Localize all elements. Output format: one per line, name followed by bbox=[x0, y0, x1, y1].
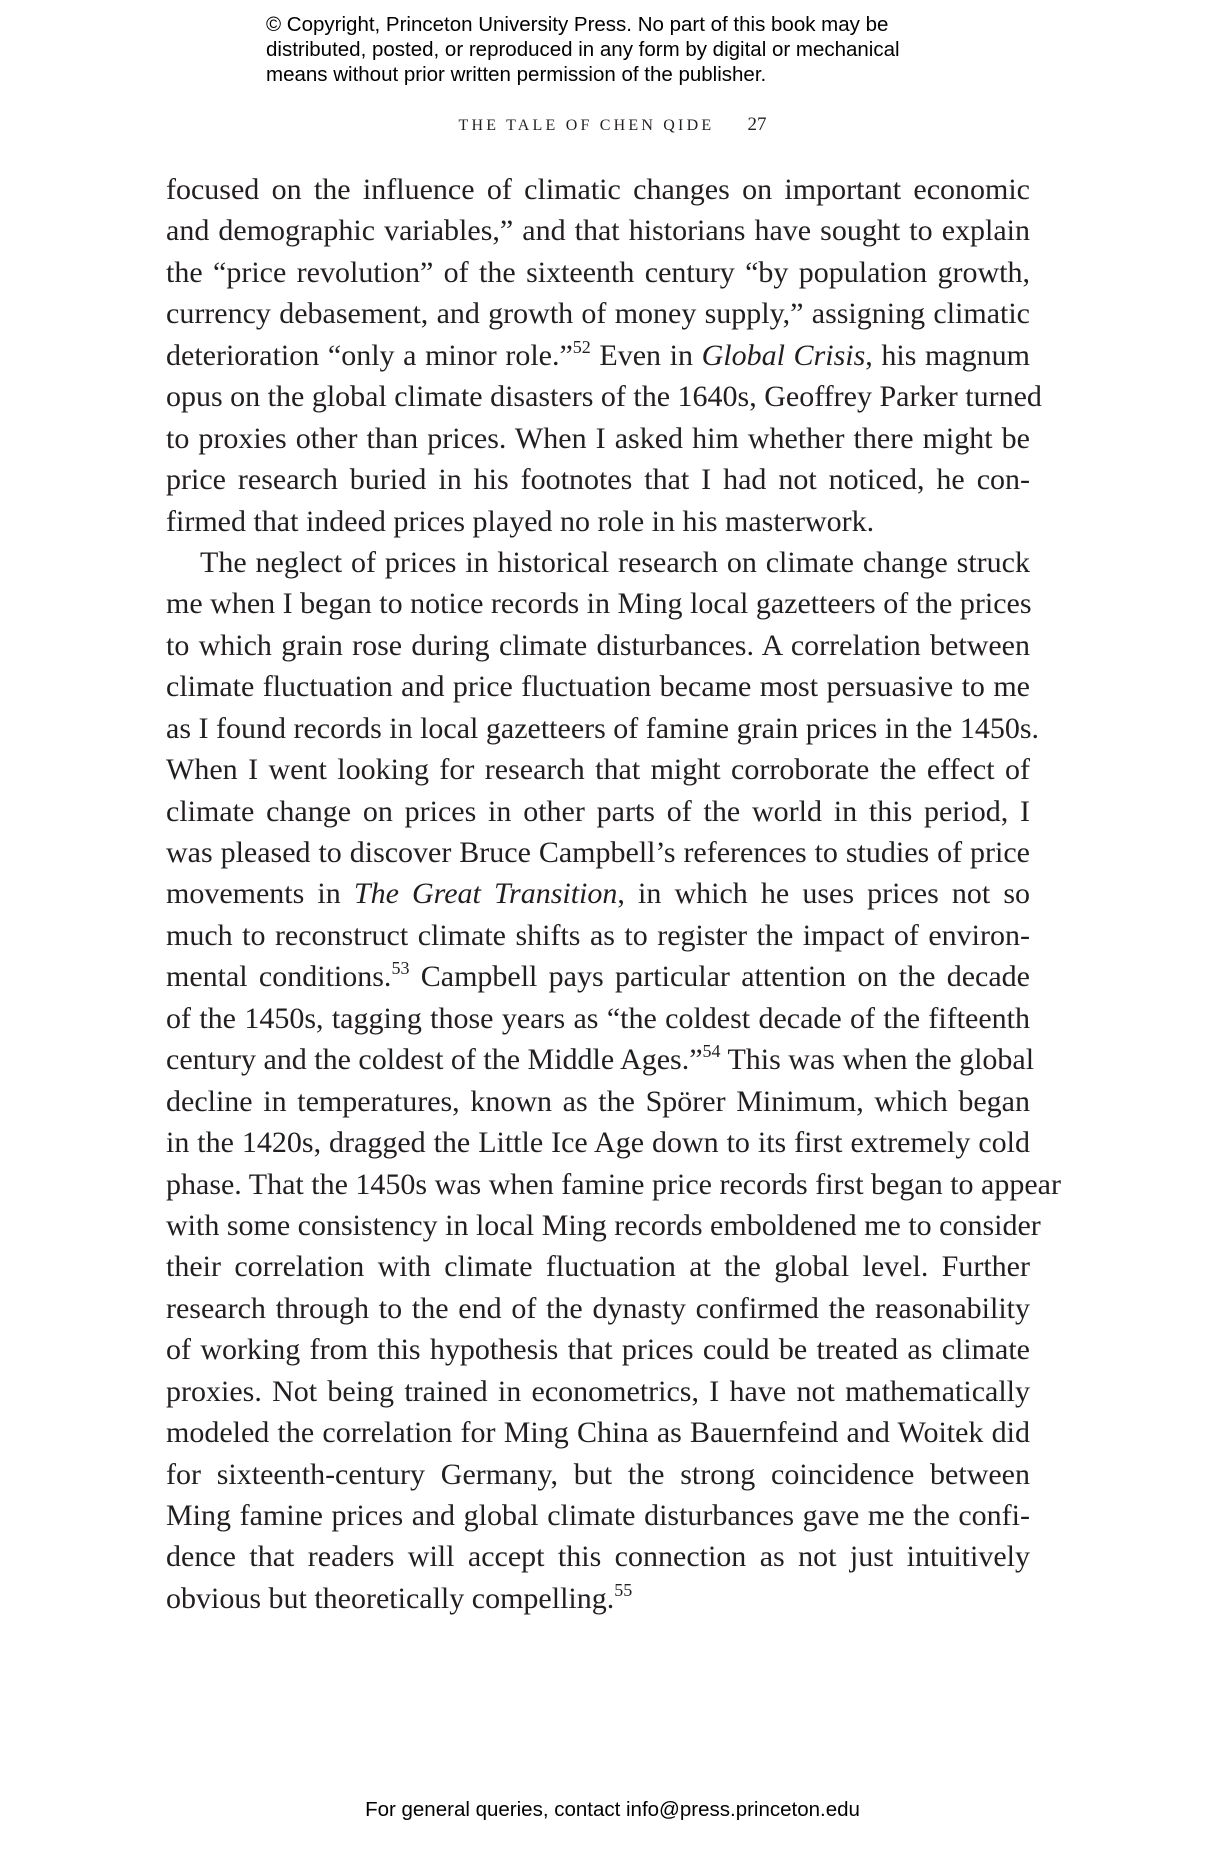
footer-contact: For general queries, contact info@press.princeton.edu bbox=[365, 1798, 860, 1821]
running-head-title: THE TALE OF CHEN QIDE bbox=[458, 117, 715, 134]
text-line: to proxies other than prices. When I asked him whether there might be bbox=[166, 421, 1030, 455]
text-line: When I went looking for research that might corroborate the effect of bbox=[166, 753, 1030, 787]
text-line: with some consistency in local Ming records emboldened me to consider bbox=[166, 1208, 1041, 1242]
text-line: me when I began to notice records in Ming local gazetteers of the prices bbox=[166, 587, 1032, 621]
book-title: Global Crisis bbox=[701, 338, 866, 372]
text-line: firmed that indeed prices played no role in his masterwork. bbox=[166, 504, 875, 538]
footnote-ref-53: 53 bbox=[391, 958, 410, 979]
text-line: the “price revolution” of the sixteenth century “by population growth, bbox=[166, 255, 1030, 289]
text-line: mental conditions.$^{53}$ Campbell pays particular attention on the decade bbox=[166, 958, 1030, 994]
text-line: proxies. Not being trained in econometrics, I have not mathematically bbox=[166, 1374, 1030, 1408]
text-line: and demographic variables,” and that historians have sought to explain bbox=[166, 214, 1030, 248]
text-line: of the 1450s, tagging those years as “the coldest decade of the fifteenth bbox=[166, 1001, 1030, 1035]
footnote-ref-52: 52 bbox=[572, 336, 591, 357]
text-line: dence that readers will accept this connection as not just intuitively bbox=[166, 1540, 1030, 1574]
copyright-line: © Copyright, Princeton University Press. No part of this book may be bbox=[266, 13, 889, 36]
text-line-paragraph-start: The neglect of prices in historical research on climate change struck bbox=[200, 545, 1030, 579]
copyright-notice bbox=[266, 12, 1026, 87]
copyright-line: means without prior written permission of the publisher. bbox=[266, 63, 767, 86]
text-line: as I found records in local gazetteers of famine grain prices in the 1450s. bbox=[166, 711, 1040, 745]
text-line: deterioration “only a minor role.”$^{52}$ Even in Global Crisis, his magnum bbox=[166, 336, 1030, 372]
text-line: climate change on prices in other parts of the world in this period, I bbox=[166, 794, 1030, 828]
copyright-line: distributed, posted, or reproduced in any form by digital or mechanical bbox=[266, 38, 900, 61]
text-line: currency debasement, and growth of money supply,” assigning climatic bbox=[166, 297, 1030, 331]
text-line: research through to the end of the dynasty confirmed the reasonability bbox=[166, 1291, 1030, 1325]
text-line: century and the coldest of the Middle Ages.”$^{54}$ This was when the global bbox=[166, 1041, 1035, 1077]
footnote-ref-54: 54 bbox=[702, 1041, 721, 1062]
text-line: their correlation with climate fluctuation at the global level. Further bbox=[166, 1250, 1030, 1284]
book-title: The Great Transition bbox=[353, 877, 618, 911]
page-number: 27 bbox=[747, 114, 767, 135]
text-line: in the 1420s, dragged the Little Ice Age down to its first extremely cold bbox=[166, 1126, 1030, 1160]
text-line: much to reconstruct climate shifts as to register the impact of environ- bbox=[166, 918, 1030, 952]
body-text bbox=[166, 169, 1061, 1619]
text-line: focused on the influence of climatic changes on important economic bbox=[166, 173, 1030, 206]
text-line: was pleased to discover Bruce Campbell’s references to studies of price bbox=[166, 836, 1030, 869]
text-line: climate fluctuation and price fluctuation became most persuasive to me bbox=[166, 670, 1030, 704]
text-line: price research buried in his footnotes that I had not noticed, he con- bbox=[166, 463, 1030, 497]
text-line: obvious but theoretically compelling.$^{55}$ bbox=[166, 1579, 633, 1615]
text-line: to which grain rose during climate disturbances. A correlation between bbox=[166, 628, 1030, 662]
text-line: phase. That the 1450s was when famine price records first began to appear bbox=[166, 1167, 1061, 1201]
running-head bbox=[0, 114, 1225, 136]
text-line: decline in temperatures, known as the Spörer Minimum, which began bbox=[166, 1084, 1030, 1118]
footnote-ref-55: 55 bbox=[614, 1579, 633, 1600]
text-line: movements in The Great Transition, in which he uses prices not so bbox=[166, 877, 1030, 911]
text-line: of working from this hypothesis that prices could be treated as climate bbox=[166, 1333, 1030, 1367]
text-line: opus on the global climate disasters of the 1640s, Geoffrey Parker turned bbox=[166, 380, 1042, 414]
text-line: Ming famine prices and global climate disturbances gave me the confi- bbox=[166, 1499, 1030, 1532]
text-line: for sixteenth-century Germany, but the strong coincidence between bbox=[166, 1457, 1030, 1491]
text-line: modeled the correlation for Ming China as Bauernfeind and Woitek did bbox=[166, 1416, 1030, 1450]
